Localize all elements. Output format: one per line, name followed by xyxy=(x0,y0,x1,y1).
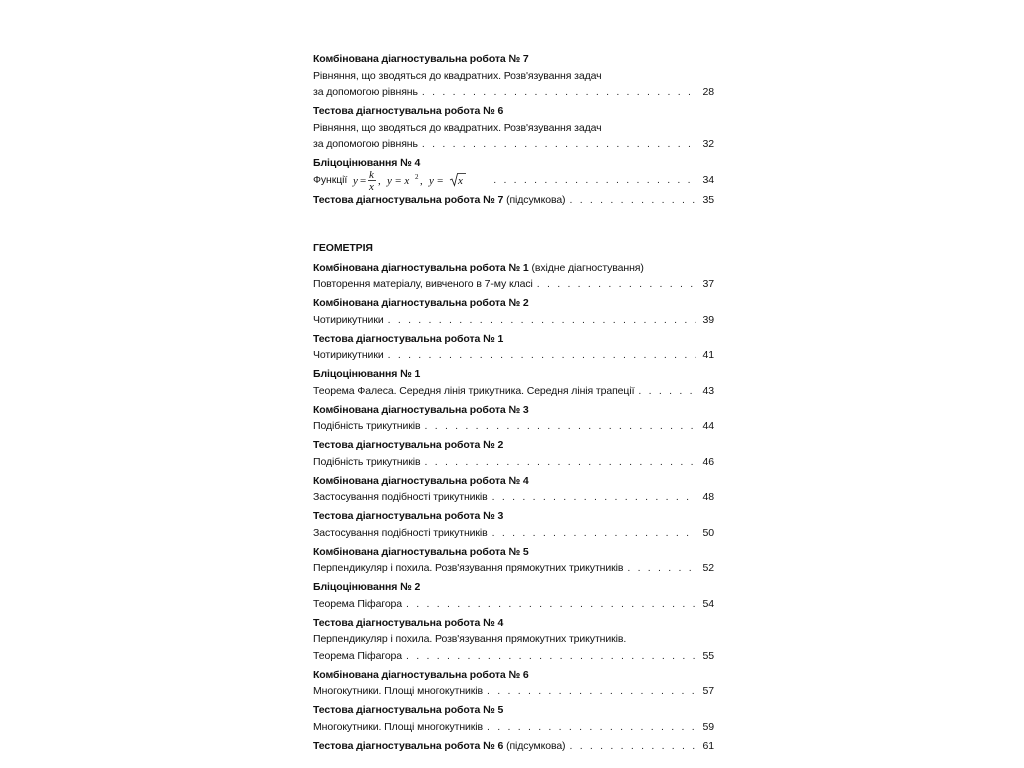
toc-entry xyxy=(313,260,714,293)
formula-y1: y xyxy=(353,174,358,187)
toc-entry xyxy=(313,331,714,364)
entry-title xyxy=(313,437,714,454)
page-number: 59 xyxy=(702,720,714,733)
entry-topic: Застосування подібності трикутників xyxy=(313,526,488,539)
geometry-entries xyxy=(313,260,714,736)
entry-title xyxy=(313,402,714,419)
entry-title xyxy=(313,702,714,719)
dot-leader xyxy=(422,136,696,153)
topic-prefix: Функції xyxy=(313,174,348,187)
entry-title-text: Тестова діагностувальна робота № 5 xyxy=(313,704,504,716)
entry-title-text: Бліцоцінювання № 2 xyxy=(313,581,421,593)
toc-entry xyxy=(313,473,714,506)
toc-entry xyxy=(313,615,714,665)
entry-title-text: Тестова діагностувальна робота № 2 xyxy=(313,439,504,451)
page-number: 61 xyxy=(702,739,714,752)
entry-title-text: Тестова діагностувальна робота № 3 xyxy=(313,510,504,522)
dot-leader xyxy=(487,683,696,700)
entry-title-suffix: (підсумкова) xyxy=(506,194,566,206)
entry-title-text: Тестова діагностувальна робота № 1 xyxy=(313,332,504,345)
entry-topic-line xyxy=(313,136,714,153)
page-number: 43 xyxy=(702,384,714,397)
entry-topic: Чотирикутники xyxy=(313,349,384,361)
toc-entry-blitz-4 xyxy=(313,155,714,190)
toc-entry xyxy=(313,295,714,328)
entry-topic: Перпендикуляр і похила. Розв'язування прямокутних трикутників. xyxy=(313,633,627,645)
entry-topic: Подібність трикутників xyxy=(313,455,421,468)
entry-title xyxy=(313,331,714,348)
entry-title-line xyxy=(313,192,714,209)
entry-title xyxy=(313,667,714,684)
entry-topic: Рівняння, що зводяться до квадратних. Розв'язування задач xyxy=(313,69,602,82)
formula-eq1: = xyxy=(360,174,367,187)
page-number: 37 xyxy=(702,278,714,290)
page-number: 52 xyxy=(702,562,714,574)
toc-entry xyxy=(313,579,714,612)
entry-topic-line xyxy=(313,169,714,192)
entry-topic: Многокутники. Площі многокутників xyxy=(313,685,484,697)
entry-topic-line xyxy=(313,418,714,435)
dot-leader xyxy=(493,172,696,189)
page-number: 39 xyxy=(702,313,714,326)
entry-topic-line xyxy=(313,347,714,364)
dot-leader xyxy=(569,192,696,209)
entry-title xyxy=(313,738,565,755)
toc-entry xyxy=(313,437,714,470)
entry-title xyxy=(313,51,714,68)
entry-topic-line xyxy=(313,596,714,613)
page-number: 34 xyxy=(702,174,714,187)
formula-comma1: , xyxy=(378,174,381,187)
entry-topic: за допомогою рівнянь xyxy=(313,138,418,150)
page-number: 50 xyxy=(702,526,714,539)
entry-title-text: Тестова діагностувальна робота № 6 xyxy=(313,739,504,752)
dot-leader xyxy=(388,347,696,364)
dot-leader xyxy=(537,276,696,293)
entry-topic-line xyxy=(313,454,714,471)
formula-x-denominator: x xyxy=(369,180,374,192)
entry-topic-line xyxy=(313,525,714,542)
page-number: 48 xyxy=(702,491,714,503)
entry-topic-line xyxy=(313,312,714,329)
dot-leader xyxy=(638,383,696,400)
toc-entry xyxy=(313,508,714,541)
entry-topic-line xyxy=(313,683,714,700)
entry-title-text: Комбінована діагностувальна робота № 6 xyxy=(313,668,529,681)
entry-topic: за допомогою рівнянь xyxy=(313,86,418,98)
dot-leader xyxy=(627,560,696,577)
entry-topic-line xyxy=(313,276,714,293)
page-number: 57 xyxy=(702,685,714,697)
entry-title xyxy=(313,615,714,632)
entry-title xyxy=(313,473,714,490)
entry-title xyxy=(313,192,565,209)
page-number: 55 xyxy=(702,649,714,662)
entry-topic: Теорема Фалеса. Середня лінія трикутника. Середня лінія трапеції xyxy=(313,384,635,397)
toc-entry-geometry-final xyxy=(313,738,714,755)
page-number: 54 xyxy=(702,597,714,610)
entry-title-suffix: (підсумкова) xyxy=(506,739,566,752)
entry-title-text: Комбінована діагностувальна робота № 5 xyxy=(313,545,529,558)
entry-title-text: Комбінована діагностувальна робота № 1 xyxy=(313,261,529,274)
entry-title-suffix: (вхідне діагностування) xyxy=(531,261,644,274)
entry-topic: Застосування подібності трикутників xyxy=(313,491,488,503)
entry-title: Бліцоцінювання № 4 xyxy=(313,157,421,169)
entry-title xyxy=(313,579,714,596)
entry-topic-line xyxy=(313,560,714,577)
formula-exponent: 2 xyxy=(415,172,419,181)
entry-topic: Теорема Піфагора xyxy=(313,597,403,610)
entry-topic-line xyxy=(313,648,714,665)
dot-leader xyxy=(492,489,696,506)
entry-title-text: Тестова діагностувальна робота № 7 xyxy=(313,194,504,206)
dot-leader xyxy=(487,719,696,736)
dot-leader xyxy=(492,525,696,542)
formula-comma2: , xyxy=(420,174,423,187)
entry-title xyxy=(313,295,714,312)
table-of-contents xyxy=(313,51,714,757)
entry-title-text: Тестова діагностувальна робота № 6 xyxy=(313,105,504,117)
entry-title xyxy=(313,508,714,525)
entry-title-text: Комбінована діагностувальна робота № 3 xyxy=(313,403,529,416)
dot-leader xyxy=(406,648,696,665)
page-number: 44 xyxy=(702,420,714,432)
entry-title-text: Тестова діагностувальна робота № 4 xyxy=(313,616,504,629)
page-number: 41 xyxy=(702,349,714,361)
entry-topic: Рівняння, що зводяться до квадратних. Розв'язування задач xyxy=(313,121,602,134)
toc-entry xyxy=(313,366,714,399)
entry-topic xyxy=(313,170,489,192)
toc-entry xyxy=(313,667,714,700)
formula-radicand: x xyxy=(458,174,463,187)
toc-entry-final-test-7 xyxy=(313,192,714,209)
entry-topic: Многокутники. Площі многокутників xyxy=(313,720,484,733)
section-title-geometry: ГЕОМЕТРІЯ xyxy=(313,242,373,254)
formula-y3: y = xyxy=(429,174,444,187)
formula-k: k xyxy=(369,169,374,181)
entry-topic: Повторення матеріалу, вивченого в 7-му класі xyxy=(313,278,533,290)
toc-entry xyxy=(313,544,714,577)
entry-topic-line xyxy=(313,489,714,506)
entry-topic-line xyxy=(313,719,714,736)
entry-title xyxy=(313,260,714,277)
dot-leader xyxy=(424,454,696,471)
toc-entry xyxy=(313,402,714,435)
entry-title-text: Комбінована діагностувальна робота № 4 xyxy=(313,474,529,487)
toc-entry xyxy=(313,103,714,153)
entry-topic: Подібність трикутників xyxy=(313,420,421,432)
entry-title xyxy=(313,366,714,383)
entry-title xyxy=(313,103,714,120)
formula-y2: y = x xyxy=(387,174,410,187)
entry-title-line xyxy=(313,738,714,755)
entry-topic: Перпендикуляр і похила. Розв'язування прямокутних трикутників xyxy=(313,562,624,574)
entry-topic: Чотирикутники xyxy=(313,313,384,326)
entry-title xyxy=(313,544,714,561)
page-number: 28 xyxy=(702,86,714,98)
page-number: 35 xyxy=(702,194,714,206)
dot-leader xyxy=(422,84,696,101)
entry-topic-line xyxy=(313,383,714,400)
entry-topic-line xyxy=(313,84,714,101)
algebra-entries xyxy=(313,51,714,153)
toc-entry xyxy=(313,702,714,735)
entry-topic: Теорема Піфагора xyxy=(313,649,403,662)
page-number: 32 xyxy=(702,138,714,150)
entry-title-text: Комбінована діагностувальна робота № 2 xyxy=(313,297,529,309)
entry-title-text: Бліцоцінювання № 1 xyxy=(313,368,421,380)
functions-formula xyxy=(351,170,489,192)
dot-leader xyxy=(424,418,696,435)
dot-leader xyxy=(388,312,696,329)
toc-entry xyxy=(313,51,714,101)
page-number: 46 xyxy=(702,455,714,468)
dot-leader xyxy=(569,738,696,755)
section-spacer xyxy=(313,211,714,240)
dot-leader xyxy=(406,596,696,613)
entry-title-text: Комбінована діагностувальна робота № 7 xyxy=(313,53,529,65)
